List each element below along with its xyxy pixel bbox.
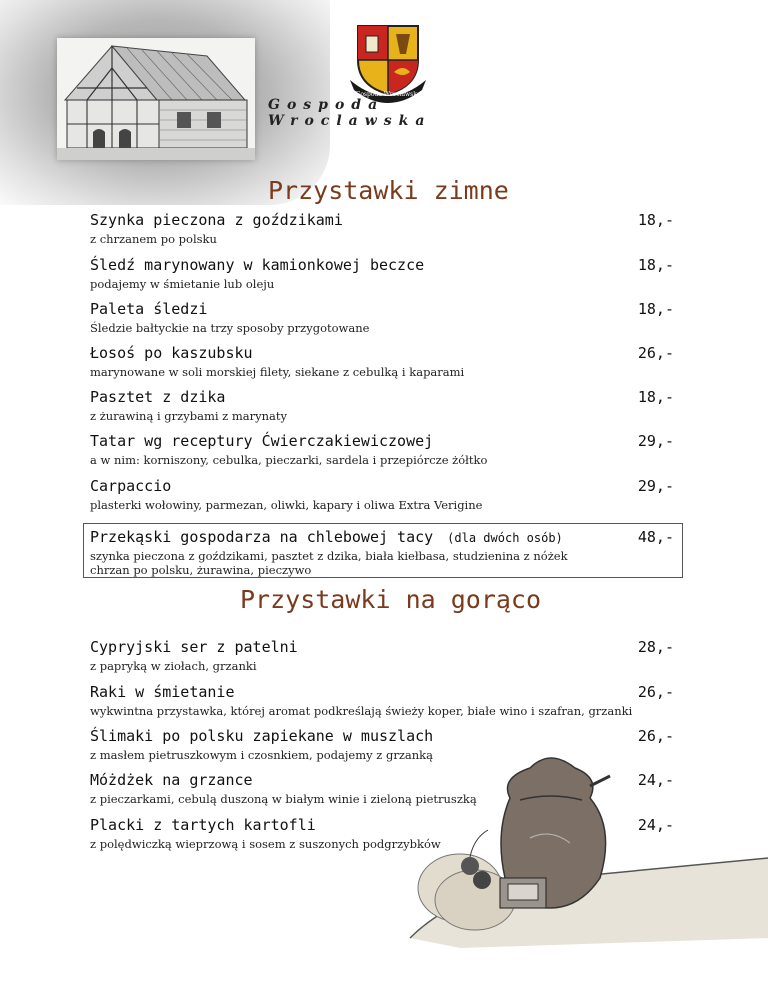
menu-item xyxy=(90,256,680,291)
item-price: 18,- xyxy=(637,388,674,406)
item-price: 29,- xyxy=(637,477,674,495)
item-price: 24,- xyxy=(637,771,674,789)
item-description: wykwintna przystawka, której aromat podkreślają świeży koper, białe wino i szafran, grzanki xyxy=(90,704,633,718)
item-price: 18,- xyxy=(637,300,674,318)
item-name xyxy=(90,528,680,546)
item-price: 26,- xyxy=(637,683,674,701)
item-description-line2: chrzan po polsku, żurawina, pieczywo xyxy=(90,563,312,577)
crest-banner-text: Gospoda Wroclawska xyxy=(355,91,421,98)
item-description: z masłem pietruszkowym i czosnkiem, podajemy z grzanką xyxy=(90,748,433,762)
item-price: 29,- xyxy=(637,432,674,450)
item-description: z żurawiną i grzybami z marynaty xyxy=(90,409,288,423)
item-description: Śledzie bałtyckie na trzy sposoby przygotowane xyxy=(90,321,370,335)
item-description: z polędwiczką wieprzową i sosem z suszonych podgrzybków xyxy=(90,837,441,851)
menu-item xyxy=(90,300,680,335)
item-name: Cypryjski ser z patelni xyxy=(90,638,298,656)
menu-item xyxy=(90,683,680,718)
item-name: Łosoś po kaszubsku xyxy=(90,344,253,362)
item-name: Placki z tartych kartofli xyxy=(90,816,316,834)
restaurant-name: Gospoda Wroclawska xyxy=(268,97,432,129)
menu-item xyxy=(90,388,680,423)
item-name: Tatar wg receptury Ćwierczakiewiczowej xyxy=(90,432,434,450)
item-note: (dla dwóch osób) xyxy=(447,531,563,545)
item-price: 18,- xyxy=(637,256,674,274)
item-price: 48,- xyxy=(637,528,674,546)
item-price: 26,- xyxy=(637,727,674,745)
item-name: Pasztet z dzika xyxy=(90,388,226,406)
item-name-text: Przekąski gospodarza na chlebowej tacy xyxy=(90,528,434,546)
item-name: Raki w śmietanie xyxy=(90,683,235,701)
menu-item xyxy=(90,211,680,246)
item-description: szynka pieczona z goździkami, pasztet z dzika, biała kiełbasa, studzienina z nóżek xyxy=(90,549,568,563)
item-price: 18,- xyxy=(637,211,674,229)
section-title-cold: Przystawki zimne xyxy=(268,176,509,205)
item-name: Carpaccio xyxy=(90,477,172,495)
item-description: z chrzanem po polsku xyxy=(90,232,217,246)
item-description: plasterki wołowiny, parmezan, oliwki, kapary i oliwa Extra Verigine xyxy=(90,498,483,512)
item-name: Paleta śledzi xyxy=(90,300,208,318)
item-price: 26,- xyxy=(637,344,674,362)
item-description: z pieczarkami, cebulą duszoną w białym winie i zieloną pietruszką xyxy=(90,792,477,806)
item-price: 28,- xyxy=(637,638,674,656)
house-illustration xyxy=(57,38,255,160)
menu-item xyxy=(90,816,680,851)
item-description: podajemy w śmietanie lub oleju xyxy=(90,277,275,291)
menu-item-featured xyxy=(90,528,680,577)
menu-item xyxy=(90,638,680,673)
menu-item xyxy=(90,344,680,379)
item-name: Szynka pieczona z goździkami xyxy=(90,211,343,229)
menu-item xyxy=(90,771,680,806)
item-price: 24,- xyxy=(637,816,674,834)
menu-item xyxy=(90,432,680,467)
menu-item xyxy=(90,727,680,762)
section-title-hot: Przystawki na gorąco xyxy=(240,585,542,614)
item-name: Móżdżek na grzance xyxy=(90,771,253,789)
item-name: Ślimaki po polsku zapiekane w muszlach xyxy=(90,727,434,745)
item-name: Śledź marynowany w kamionkowej beczce xyxy=(90,256,425,274)
item-description: marynowane w soli morskiej filety, siekane z cebulką i kaparami xyxy=(90,365,465,379)
item-description: a w nim: korniszony, cebulka, pieczarki, sardela i przepiórcze żółtko xyxy=(90,453,488,467)
crest-logo xyxy=(348,20,428,106)
item-description: z papryką w ziołach, grzanki xyxy=(90,659,257,673)
menu-item xyxy=(90,477,680,512)
